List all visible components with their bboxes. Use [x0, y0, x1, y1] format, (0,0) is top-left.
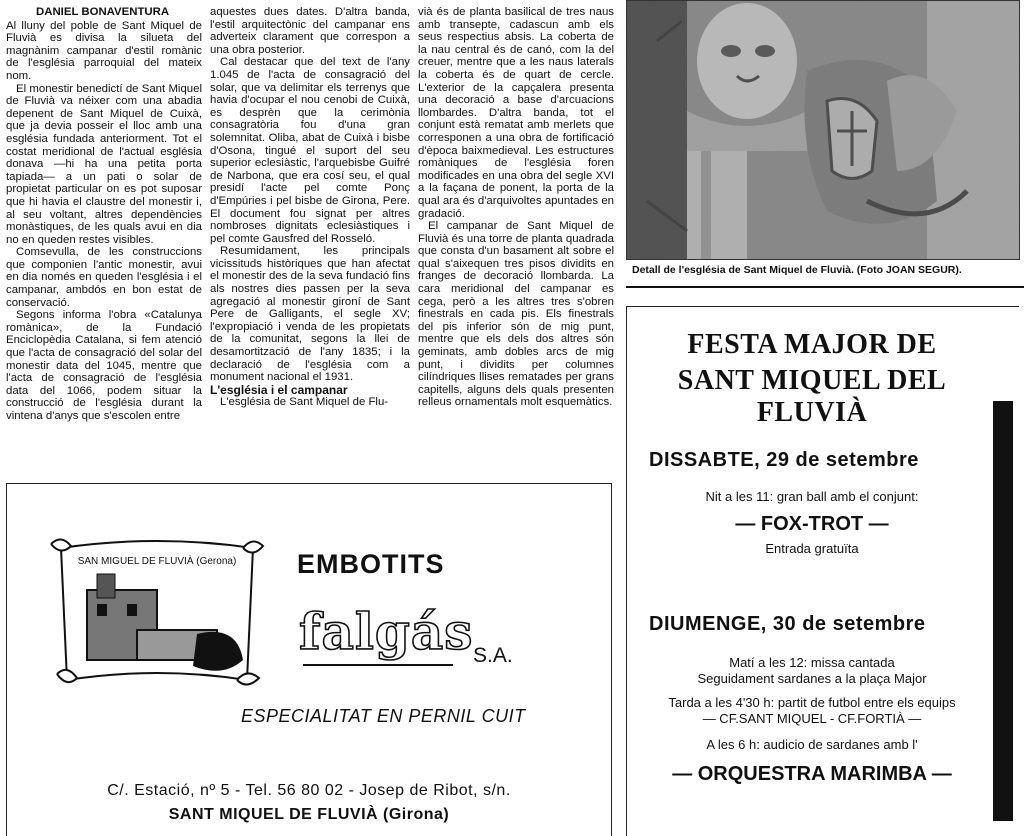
embotits-advertisement [6, 483, 612, 836]
festa-event: Tarda a les 4'30 h: partit de futbol entre els equips [668, 695, 956, 710]
festa-band: — FOX-TROT — [735, 513, 889, 535]
article-paragraph: vià és de planta basilical de tres naus amb transepte, cadascun amb els seus respectius absis. La coberta de la nau central és de canó, com la del creuer, mentre que a les naus laterals la coberta és de quart de cercle. L'exterior de la capçalera presenta una decoració a base d'arcuacions llombardes. D'altra banda, tot el conjunt està rematat amb merlets que corresponen a una obra de fortificació d'època baixmedieval. Les estructures romàniques de l'església foren modificades en una obra del segle XVI a la façana de ponent, la porta de la qual ara és d'arquivoltes apuntades en gradació. [418, 6, 614, 220]
ad-town: SANT MIQUEL DE FLUVIÀ (Girona) [168, 806, 450, 823]
festa-event: Entrada gratuïta [765, 541, 859, 556]
church-detail-photo [626, 0, 1020, 260]
photo-caption: Detall de l'església de Sant Miquel de Fluvià. (Foto JOAN SEGUR). [632, 264, 962, 276]
article-paragraph: aquestes dues dates. D'altra banda, l'estil arquitectònic del campanar ens adverteix clarament que correspon a una obra posterior. [210, 6, 410, 56]
section-divider [626, 286, 1024, 288]
scroll-illustration [47, 534, 267, 694]
article-subheading: L'església i el campanar [210, 382, 348, 397]
article-paragraph: Resumidament, les principals vicissituds històriques que han afectat el monestir des de la seva fundació fins als nostres dies passen per la seva agregació al monestir gironí de Sant Pere de Galligants, el segle XV; l'expropiació i venda de les propietats de la comunitat, segons la llei de desamortització de l'any 1835; i la declaració de l'església com a monument nacional el 1931. [210, 245, 410, 384]
article-paragraph: L'església de Sant Miquel de Flu- [220, 396, 389, 409]
festa-day-heading: DIUMENGE, 30 de setembre [649, 613, 926, 635]
article-paragraph: Cal destacar que del text de l'any 1.045 de l'acta de consagració del solar, que va delimitar els terrenys que havia d'ocupar el nou cenobi de Cuixà, es desprèn que la cerimònia consagratòria fou d'una gran solemnitat. Oliba, abat de Cuixà i bisbe d'Osona, tingué el suport del seu superior eclesiàstic, l'arquebisbe Guifré de Narbona, que era cosí seu, el qual presidí l'acte pel comte Ponç d'Empúries i pel bisbe de Girona, Pere. El document fou signat per altres nombroses dignitats eclesiàstiques i pel comte Gausfred del Rosseló. [210, 56, 410, 245]
festa-title: SANT MIQUEL DEL FLUVIÀ [677, 365, 947, 428]
article-column-3 [418, 6, 614, 409]
festa-major-announcement [626, 306, 1019, 836]
article-paragraph: Comsevulla, de les construccions que componien l'antic monestir, avui en dia només en queden l'església i el campanar, ambdós en bon estat de conservació. [6, 246, 202, 309]
scroll-text: SAN MIGUEL DE FLUVIÀ (Gerona) [77, 556, 237, 567]
festa-title: FESTA MAJOR DE [687, 329, 937, 360]
stone-carving-image [627, 1, 1019, 259]
festa-event: — CF.SANT MIQUEL - CF.FORTIÀ — [702, 711, 922, 726]
article-column-2 [210, 6, 410, 409]
festa-event: Matí a les 12: missa cantada [729, 655, 895, 670]
brand-logo: falgás [299, 602, 474, 661]
festa-event: A les 6 h: audicio de sardanes amb l' [706, 737, 918, 752]
ad-heading: EMBOTITS [297, 549, 445, 579]
festa-day-heading: DISSABTE, 29 de setembre [649, 449, 919, 471]
festa-event: Nit a les 11: gran ball amb el conjunt: [705, 489, 919, 504]
ad-tagline: ESPECIALITAT EN PERNIL CUIT [241, 706, 526, 726]
ad-address: C/. Estació, nº 5 - Tel. 56 80 02 - Josep de Ribot, s/n. [107, 782, 511, 799]
scroll-logo [47, 534, 267, 699]
article-paragraph: El campanar de Sant Miquel de Fluvià és una torre de planta quadrada que consta d'un basament alt sobre el qual s'aixequen tres pisos dividits en franges de decoració llombarda. La cara meridional del campanar es cega, però a les altres tres s'obren finestrals en cada pis. Els finestrals del pis inferior són de mig punt, mentre que els dels dos altres són geminats, amb dobles arcs de mig punt, i dividits per columnes cilíndriques llises rematades per grans capitells, alguns dels quals presenten relleus ornamentals molt esquemàtics. [418, 220, 614, 409]
article-paragraph: Al lluny del poble de Sant Miquel de Fluvià es divisa la silueta del magnànim campanar d'estil romànic de l'església parroquial del mateix nom. [6, 19, 202, 82]
decorative-bar [993, 401, 1013, 821]
company-suffix: S.A. [473, 644, 513, 667]
festa-band: — ORQUESTRA MARIMBA — [672, 763, 952, 785]
article-column-1 [6, 6, 202, 423]
article-byline: DANIEL BONAVENTURA [36, 6, 170, 18]
article-paragraph: El monestir benedictí de Sant Miquel de Fluvià va néixer com una abadia depenent de Sant Miquel de Cuixà, que ja devia posseir el lloc amb una església fundada anteriorment. Tot el costat meridional de l'actual església donava —hi ha una petita porta tapiada— a un pati o solar de propietat particular on es pot suposar que hi havia el claustre del monestir i, al seu voltant, altres dependències monàstiques, de les quals avui en dia no en queden restes visibles. [6, 82, 202, 246]
festa-event: Seguidament sardanes a la plaça Major [697, 671, 927, 686]
article-paragraph: Segons informa l'obra «Catalunya romànica», de la Fundació Enciclopèdia Catalana, si fem atenció que l'acta de consagració del solar del monestir data del 1045, mentre que l'acta de consagració de l'església data del 1066, podem situar la construcció de l'església durant la vintena d'anys que s'escolen entre [6, 309, 202, 422]
brand-underline [303, 664, 453, 666]
